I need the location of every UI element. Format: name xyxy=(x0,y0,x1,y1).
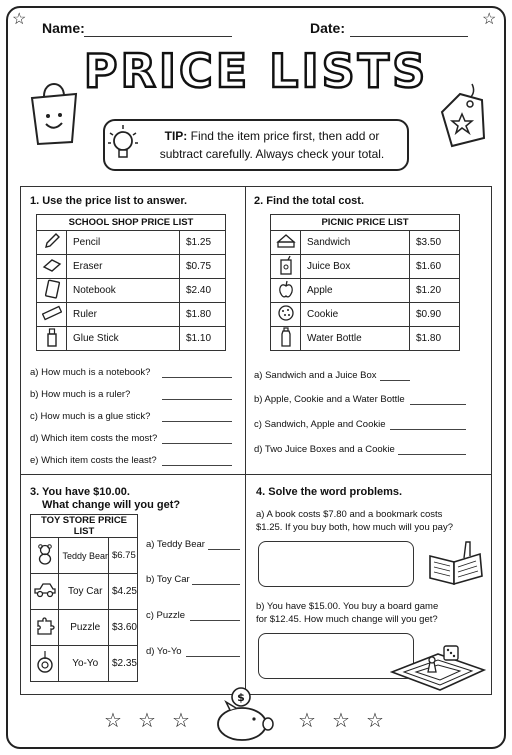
vertical-divider xyxy=(245,186,246,695)
table-row xyxy=(37,303,226,327)
item-name: Water Bottle xyxy=(301,327,410,351)
star-icon: ☆ xyxy=(172,710,190,732)
problem-4b-line1: b) You have $15.00. You buy a board game xyxy=(256,601,439,612)
item-name: Sandwich xyxy=(301,231,410,255)
question-1b: b) How much is a ruler? xyxy=(30,389,131,400)
table-title: PICNIC PRICE LIST xyxy=(271,215,460,231)
question-3c: c) Puzzle xyxy=(146,610,186,621)
item-name: Notebook xyxy=(67,279,180,303)
eraser-icon xyxy=(42,257,62,273)
section2-title: 2. Find the total cost. xyxy=(254,195,365,207)
horizontal-divider xyxy=(20,474,492,475)
item-name: Teddy Bear xyxy=(59,538,109,574)
item-price: $4.25 xyxy=(108,574,137,610)
item-price: $3.60 xyxy=(108,610,137,646)
answer-1b[interactable] xyxy=(162,399,232,400)
table-row xyxy=(37,231,226,255)
question-2b: b) Apple, Cookie and a Water Bottle xyxy=(254,394,405,405)
name-label: Name: xyxy=(42,20,85,36)
table-row xyxy=(271,279,460,303)
section4-title: 4. Solve the word problems. xyxy=(256,486,403,498)
puzzle-icon xyxy=(34,615,56,637)
teddy-bear-icon xyxy=(34,543,56,565)
item-name: Cookie xyxy=(301,303,410,327)
lightbulb-icon xyxy=(107,123,139,167)
section3-subtitle: What change will you get? xyxy=(42,499,181,511)
star-icon: ☆ xyxy=(482,11,497,28)
item-name: Eraser xyxy=(67,255,180,279)
answer-1d[interactable] xyxy=(162,443,232,444)
star-icon: ☆ xyxy=(104,710,122,732)
tip-box xyxy=(103,119,409,171)
item-name: Toy Car xyxy=(59,574,109,610)
date-field[interactable] xyxy=(350,36,468,37)
school-shop-price-list xyxy=(36,214,226,351)
answer-1c[interactable] xyxy=(162,421,232,422)
sandwich-icon xyxy=(276,233,296,249)
toy-store-price-list xyxy=(30,514,138,682)
coin-dollar-sign: $ xyxy=(237,691,245,704)
problem-4a-line1: a) A book costs $7.80 and a bookmark costs xyxy=(256,509,443,520)
question-2a: a) Sandwich and a Juice Box xyxy=(254,370,377,381)
answer-box-4a[interactable] xyxy=(258,541,414,587)
table-row xyxy=(37,279,226,303)
answer-2b[interactable] xyxy=(410,404,466,405)
table-row xyxy=(271,327,460,351)
question-1e: e) Which item costs the least? xyxy=(30,455,157,466)
question-2c: c) Sandwich, Apple and Cookie xyxy=(254,419,386,430)
item-name: Apple xyxy=(301,279,410,303)
date-label: Date: xyxy=(310,20,346,36)
answer-3a[interactable] xyxy=(208,549,240,550)
piggy-bank-icon xyxy=(208,686,278,744)
answer-3c[interactable] xyxy=(190,620,240,621)
item-name: Puzzle xyxy=(59,610,109,646)
item-price: $0.90 xyxy=(410,303,460,327)
question-1a: a) How much is a notebook? xyxy=(30,367,151,378)
table-row xyxy=(31,574,138,610)
answer-3b[interactable] xyxy=(192,584,240,585)
notebook-icon xyxy=(43,279,61,299)
star-icon: ☆ xyxy=(138,710,156,732)
item-price: $2.35 xyxy=(108,646,137,682)
apple-icon xyxy=(277,279,295,299)
picnic-price-list xyxy=(270,214,460,351)
juice-box-icon xyxy=(278,255,294,275)
item-price: $1.10 xyxy=(180,327,226,351)
table-title: TOY STORE PRICE LIST xyxy=(31,515,138,538)
item-price: $1.20 xyxy=(410,279,460,303)
star-icon: ☆ xyxy=(332,710,350,732)
section3-title: 3. You have $10.00. xyxy=(30,486,130,498)
table-row xyxy=(271,303,460,327)
item-name: Ruler xyxy=(67,303,180,327)
item-price: $2.40 xyxy=(180,279,226,303)
table-row xyxy=(271,231,460,255)
toy-car-icon xyxy=(33,581,57,599)
item-price: $1.60 xyxy=(410,255,460,279)
question-3a: a) Teddy Bear xyxy=(146,539,205,550)
star-icon: ☆ xyxy=(366,710,384,732)
question-1c: c) How much is a glue stick? xyxy=(30,411,151,422)
item-price: $1.25 xyxy=(180,231,226,255)
problem-4a-line2: $1.25. If you buy both, how much will you pay? xyxy=(256,522,453,533)
item-name: Juice Box xyxy=(301,255,410,279)
question-3b: b) Toy Car xyxy=(146,574,190,585)
answer-1e[interactable] xyxy=(162,465,232,466)
yo-yo-icon xyxy=(34,650,56,674)
price-tag-icon xyxy=(432,80,492,152)
item-name: Glue Stick xyxy=(67,327,180,351)
item-name: Pencil xyxy=(67,231,180,255)
question-1d: d) Which item costs the most? xyxy=(30,433,158,444)
tip-label: TIP: xyxy=(164,129,188,143)
board-game-icon xyxy=(390,640,486,692)
answer-3d[interactable] xyxy=(186,656,240,657)
ruler-icon xyxy=(42,305,62,321)
answer-2a[interactable] xyxy=(380,380,410,381)
tip-text: Find the item price first, then add or subtract carefully. Always check your total. xyxy=(159,129,385,161)
water-bottle-icon xyxy=(279,327,293,347)
table-row xyxy=(37,255,226,279)
question-3d: d) Yo-Yo xyxy=(146,646,182,657)
item-price: $1.80 xyxy=(410,327,460,351)
page-title: PRICE LISTS xyxy=(83,44,429,98)
star-icon: ☆ xyxy=(298,710,316,732)
star-icon: ☆ xyxy=(12,11,27,28)
item-name: Yo-Yo xyxy=(59,646,109,682)
item-price: $0.75 xyxy=(180,255,226,279)
table-row xyxy=(37,327,226,351)
shopping-bag-icon xyxy=(26,76,82,148)
answer-1a[interactable] xyxy=(162,377,232,378)
table-row xyxy=(271,255,460,279)
item-price: $6.75 xyxy=(108,538,137,574)
glue-stick-icon xyxy=(45,327,59,347)
table-row xyxy=(31,646,138,682)
table-title: SCHOOL SHOP PRICE LIST xyxy=(37,215,226,231)
section1-title: 1. Use the price list to answer. xyxy=(30,195,188,207)
open-book-icon xyxy=(426,540,486,590)
pencil-icon xyxy=(43,232,61,250)
name-field[interactable] xyxy=(84,36,232,37)
item-price: $1.80 xyxy=(180,303,226,327)
problem-4b-line2: for $12.45. How much change will you get? xyxy=(256,614,438,625)
answer-2c[interactable] xyxy=(390,429,466,430)
answer-2d[interactable] xyxy=(398,454,466,455)
item-price: $3.50 xyxy=(410,231,460,255)
question-2d: d) Two Juice Boxes and a Cookie xyxy=(254,444,395,455)
cookie-icon xyxy=(277,304,295,322)
table-row xyxy=(31,538,138,574)
table-row xyxy=(31,610,138,646)
